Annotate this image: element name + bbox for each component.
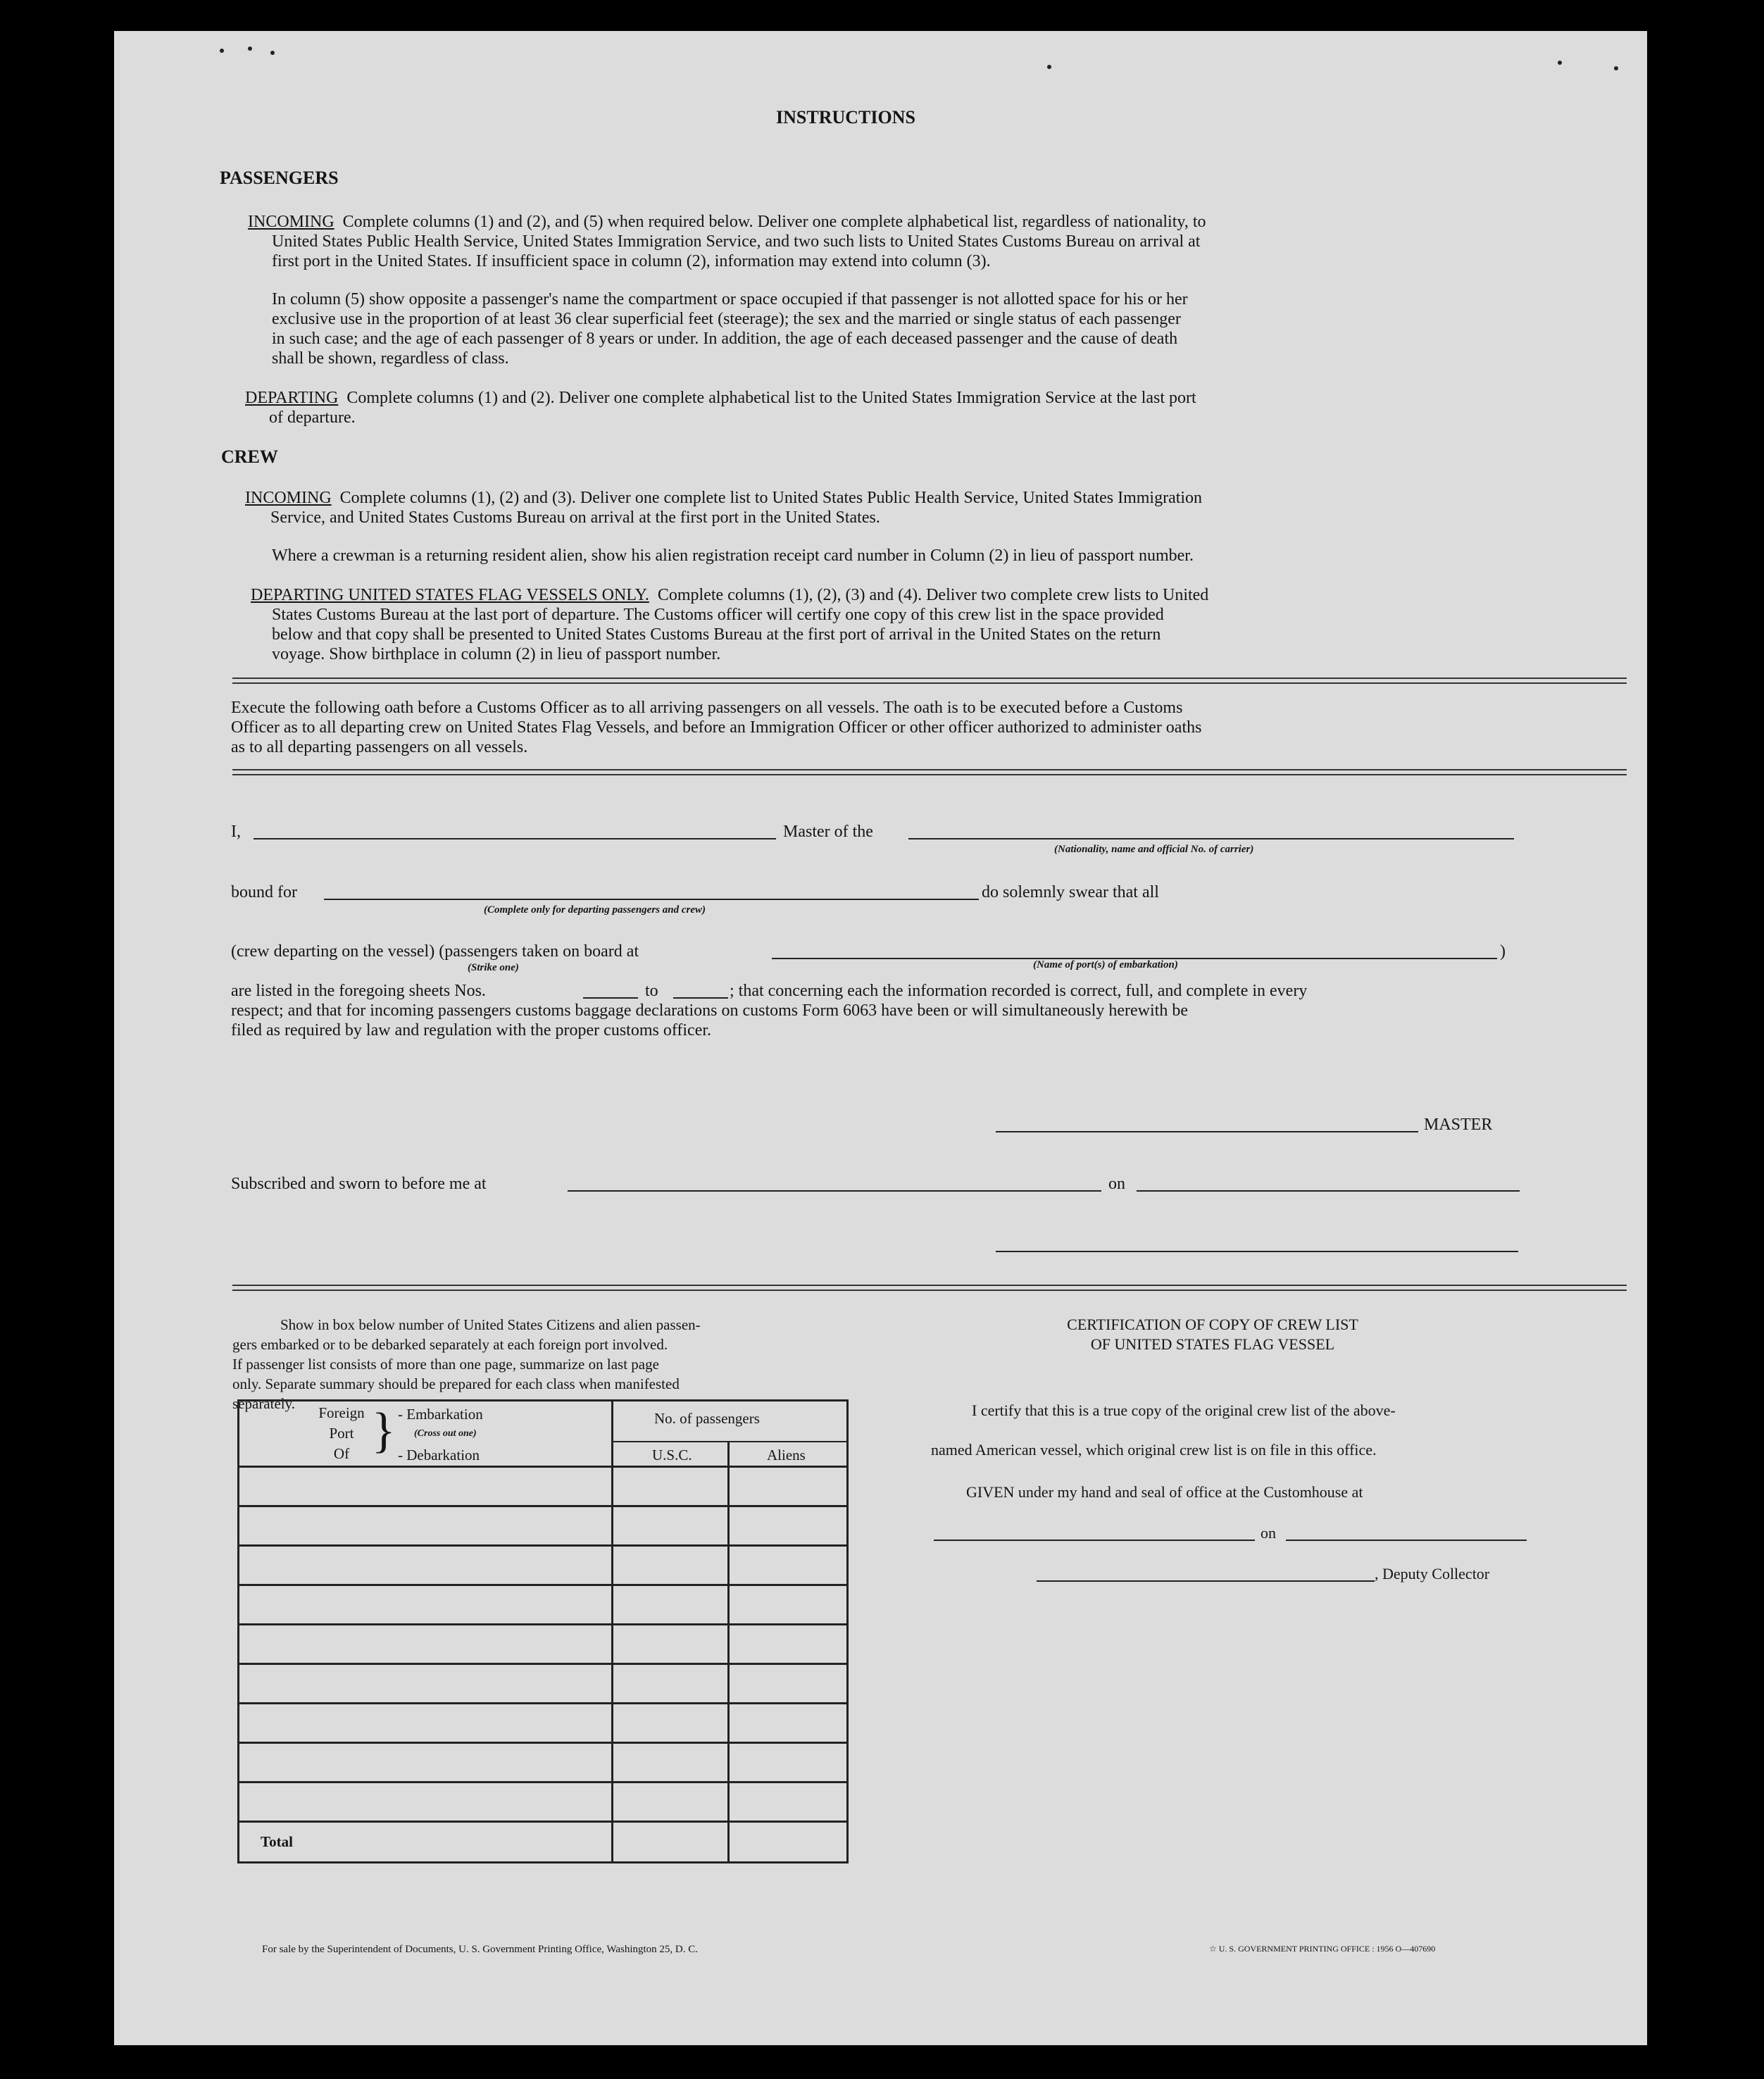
oath-listed-a: are listed in the foregoing sheets Nos.: [231, 982, 486, 1000]
aliens-cell[interactable]: [729, 1783, 848, 1822]
no-of-passengers-label: No. of passengers: [654, 1410, 760, 1427]
passengers-incoming-line: Complete columns (1) and (2), and (5) when required below. Deliver one complete alphabetical list, regardless of nationality, to: [342, 213, 1206, 231]
port-caption: (Name of port(s) of embarkation): [1033, 959, 1178, 970]
oath-note-line: as to all departing passengers on all vessels.: [231, 738, 528, 756]
table-row: [239, 1585, 848, 1625]
customhouse-field[interactable]: [934, 1540, 1255, 1541]
carrier-caption: (Nationality, name and official No. of carrier): [1054, 844, 1254, 855]
table-row: [239, 1546, 848, 1585]
column5-line: In column (5) show opposite a passenger's name the compartment or space occupied if that passenger is not allotted space for his or her: [272, 290, 1188, 308]
oath-listed-to: to: [645, 982, 658, 1000]
aliens-total-cell[interactable]: [729, 1822, 848, 1863]
oath-note-line: Execute the following oath before a Customs Officer as to all arriving passengers on all vessels. The oath is to be executed before a Customs: [231, 699, 1183, 717]
table-row: [239, 1625, 848, 1664]
summary-line: Show in box below number of United States Citizens and alien passen-: [280, 1316, 701, 1333]
bound-for-field[interactable]: [324, 899, 979, 900]
table-row: [239, 1704, 848, 1743]
crew-heading: CREW: [221, 447, 278, 467]
sheet-to-field[interactable]: [673, 997, 728, 999]
crew-departing-line: Complete columns (1), (2), (3) and (4). Deliver two complete crew lists to United: [657, 586, 1209, 604]
aliens-cell[interactable]: [729, 1467, 848, 1506]
summary-line: If passenger list consists of more than one page, summarize on last page: [232, 1356, 659, 1373]
port-label: Port: [329, 1425, 354, 1442]
page-title: INSTRUCTIONS: [776, 107, 915, 127]
table-row: [239, 1506, 848, 1546]
passengers-heading: PASSENGERS: [220, 168, 339, 188]
table-row: [239, 1664, 848, 1704]
oath-on: on: [1108, 1175, 1125, 1193]
oath-i: I,: [231, 823, 241, 841]
passengers-incoming-block: [248, 211, 1206, 232]
certification-on: on: [1261, 1524, 1276, 1542]
summary-line: separately.: [232, 1395, 296, 1412]
crew-incoming-line: Complete columns (1), (2) and (3). Deliver one complete list to United States Public Health Service, United States Immigration: [339, 489, 1203, 507]
deputy-collector-signature-field[interactable]: [1037, 1580, 1375, 1582]
certification-title-line2: OF UNITED STATES FLAG VESSEL: [1090, 1335, 1335, 1353]
oath-master: MASTER: [1424, 1116, 1493, 1134]
foreign-label: Foreign: [318, 1404, 365, 1421]
crew-incoming-block: [245, 487, 1202, 508]
crew-departing-line: voyage. Show birthplace in column (2) in lieu of passport number.: [272, 645, 721, 663]
passengers-departing-block: [245, 387, 1196, 408]
aliens-label: Aliens: [767, 1447, 806, 1463]
passengers-incoming-line: first port in the United States. If insufficient space in column (2), information may extend into column (3).: [272, 252, 991, 270]
section-divider: [232, 1285, 1627, 1291]
passengers-departing-line: of departure.: [269, 408, 356, 427]
form-sheet: [114, 31, 1647, 2045]
table-row: [239, 1467, 848, 1506]
port-cell[interactable]: [239, 1743, 613, 1783]
sheet-from-field[interactable]: [583, 997, 638, 999]
speck: [1047, 65, 1051, 69]
speck: [220, 49, 224, 53]
bound-caption: (Complete only for departing passengers and crew): [484, 904, 706, 916]
oath-bound-for: bound for: [231, 883, 297, 901]
usc-cell[interactable]: [613, 1625, 729, 1664]
strike-caption: (Strike one): [468, 962, 519, 973]
aliens-cell[interactable]: [729, 1506, 848, 1546]
total-label: Total: [239, 1822, 613, 1863]
usc-total-cell[interactable]: [613, 1822, 729, 1863]
passengers-incoming-line: United States Public Health Service, United States Immigration Service, and two such lists to United States Customs Bureau on arrival at: [272, 232, 1201, 251]
debarkation-option[interactable]: - Debarkation: [398, 1447, 480, 1463]
port-cell[interactable]: [239, 1625, 613, 1664]
section-divider: [232, 678, 1627, 684]
port-cell[interactable]: [239, 1467, 613, 1506]
passenger-summary-table: [237, 1399, 849, 1863]
summary-line: gers embarked or to be debarked separately at each foreign port involved.: [232, 1336, 668, 1353]
header-divider: [727, 1442, 730, 1468]
crew-departing-label: DEPARTING UNITED STATES FLAG VESSELS ONLY.: [251, 586, 649, 604]
certification-title-line1: CERTIFICATION OF COPY OF CREW LIST: [1067, 1316, 1358, 1333]
sworn-place-field[interactable]: [568, 1190, 1101, 1192]
port-cell[interactable]: [239, 1506, 613, 1546]
master-signature-field[interactable]: [996, 1131, 1418, 1132]
total-row: [239, 1822, 848, 1863]
certification-date-field[interactable]: [1286, 1540, 1527, 1541]
aliens-cell[interactable]: [729, 1585, 848, 1625]
oath-master-of-the: Master of the: [783, 823, 873, 841]
oath-crew-departing: (crew departing on the vessel) (passengers taken on board at: [231, 942, 639, 961]
aliens-cell[interactable]: [729, 1546, 848, 1585]
usc-cell[interactable]: [613, 1506, 729, 1546]
foreign-port-label: [317, 1403, 366, 1464]
certification-line: I certify that this is a true copy of the original crew list of the above-: [972, 1401, 1396, 1419]
no-of-passengers-header: [613, 1401, 848, 1467]
usc-cell[interactable]: [613, 1664, 729, 1704]
column5-line: exclusive use in the proportion of at least 36 clear superficial feet (steerage); the sex and the married or single status of each passenger: [272, 310, 1181, 328]
crew-departing-line: below and that copy shall be presented to United States Customs Bureau at the first port of arrival in the United States on the return: [272, 625, 1161, 644]
passengers-departing-line: Complete columns (1) and (2). Deliver one complete alphabetical list to the United States Immigration Service at the last port: [346, 389, 1196, 407]
brace-icon: }: [372, 1404, 396, 1458]
port-cell[interactable]: [239, 1704, 613, 1743]
oath-subscribed: Subscribed and sworn to before me at: [231, 1175, 487, 1193]
footer-sale-note: For sale by the Superintendent of Documents, U. S. Government Printing Office, Washington 25, D. C.: [262, 1944, 698, 1955]
cross-out-caption: (Cross out one): [414, 1428, 477, 1439]
port-cell[interactable]: [239, 1585, 613, 1625]
usc-cell[interactable]: [613, 1783, 729, 1822]
oath-swear: do solemnly swear that all: [982, 883, 1159, 901]
summary-line: only. Separate summary should be prepared for each class when manifested: [232, 1375, 680, 1392]
passengers-incoming-label: INCOMING: [248, 213, 334, 231]
deputy-collector-label: , Deputy Collector: [1375, 1565, 1490, 1582]
port-cell[interactable]: [239, 1546, 613, 1585]
port-cell[interactable]: [239, 1783, 613, 1822]
speck: [270, 51, 275, 55]
speck: [1558, 61, 1562, 65]
crew-resident-line: Where a crewman is a returning resident alien, show his alien registration receipt card number in Column (2) in lieu of passport number.: [272, 547, 1194, 565]
aliens-cell[interactable]: [729, 1664, 848, 1704]
sworn-date-field[interactable]: [1137, 1190, 1520, 1192]
header-divider: [613, 1441, 846, 1442]
table-row: [239, 1743, 848, 1783]
officer-signature-field[interactable]: [996, 1251, 1518, 1252]
usc-cell[interactable]: [613, 1704, 729, 1743]
usc-cell[interactable]: [613, 1585, 729, 1625]
foreign-port-header: [239, 1401, 613, 1467]
close-paren: ): [1500, 942, 1506, 961]
table-row: [239, 1783, 848, 1822]
section-divider: [232, 769, 1627, 775]
usc-label: U.S.C.: [652, 1447, 692, 1463]
passengers-departing-label: DEPARTING: [245, 389, 339, 407]
crew-departing-line: States Customs Bureau at the last port of departure. The Customs officer will certify one copy of this crew list in the space provided: [272, 606, 1164, 624]
column5-line: shall be shown, regardless of class.: [272, 349, 509, 368]
oath-respect-line: respect; and that for incoming passengers customs baggage declarations on customs Form 6063 have been or will simultaneously herewith be: [231, 1001, 1188, 1020]
crew-incoming-line: Service, and United States Customs Bureau on arrival at the first port in the United States.: [270, 508, 880, 527]
usc-cell[interactable]: [613, 1743, 729, 1783]
aliens-cell[interactable]: [729, 1743, 848, 1783]
aliens-cell[interactable]: [729, 1625, 848, 1664]
certification-line: named American vessel, which original crew list is on file in this office.: [931, 1441, 1377, 1459]
master-name-field[interactable]: [254, 838, 776, 839]
carrier-field[interactable]: [908, 838, 1514, 839]
of-label: Of: [333, 1445, 350, 1462]
footer-printing-office: ☆ U. S. GOVERNMENT PRINTING OFFICE : 1956 O—407690: [1209, 1944, 1436, 1954]
oath-note-line: Officer as to all departing crew on United States Flag Vessels, and before an Immigration Officer or other officer authorized to administer oaths: [231, 718, 1202, 737]
column5-line: in such case; and the age of each passenger of 8 years or under. In addition, the age of each deceased passenger and the cause of death: [272, 330, 1178, 348]
certification-line: GIVEN under my hand and seal of office at the Customhouse at: [966, 1483, 1363, 1501]
usc-cell[interactable]: [613, 1546, 729, 1585]
oath-listed-b: ; that concerning each the information recorded is correct, full, and complete in every: [730, 982, 1308, 1000]
aliens-cell[interactable]: [729, 1704, 848, 1743]
embarkation-option[interactable]: - Embarkation: [398, 1406, 483, 1423]
crew-departing-block: [251, 585, 1208, 606]
speck: [248, 46, 252, 51]
port-cell[interactable]: [239, 1664, 613, 1704]
crew-incoming-label: INCOMING: [245, 489, 332, 507]
usc-cell[interactable]: [613, 1467, 729, 1506]
oath-filed-line: filed as required by law and regulation with the proper customs officer.: [231, 1021, 712, 1040]
speck: [1614, 66, 1618, 70]
